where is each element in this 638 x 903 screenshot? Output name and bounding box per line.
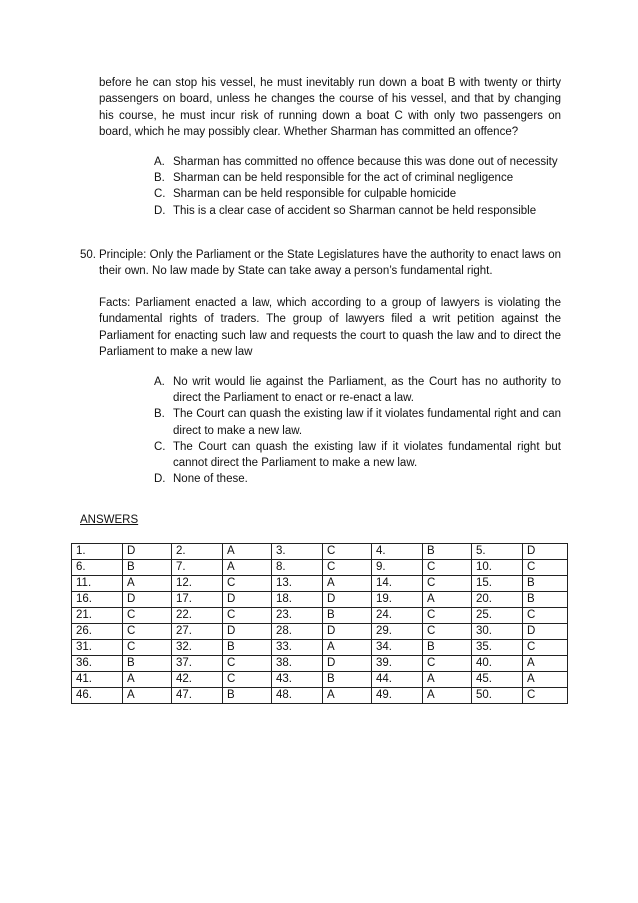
- option-b: [154, 170, 561, 186]
- answer-cell: C: [123, 624, 172, 640]
- question-number-cell: 13.: [272, 576, 323, 592]
- answer-cell: B: [323, 608, 372, 624]
- question-49-continuation: before he can stop his vessel, he must inevitably run down a boat B with twenty or thirty passengers on board, unless he changes the course of his vessel, and that by changing his course, he must incur risk of running down a boat C with only two passengers on board, which he may possibly clear. Whether Sharman has committed an offence?: [99, 77, 561, 138]
- option-text: Sharman can be held responsible for the act of criminal negligence: [173, 172, 514, 185]
- question-number-cell: 22.: [172, 608, 223, 624]
- question-number-cell: 46.: [72, 688, 123, 704]
- question-number-cell: 25.: [472, 608, 523, 624]
- option-text: Sharman can be held responsible for culpable homicide: [173, 188, 457, 201]
- answer-cell: A: [123, 672, 172, 688]
- answer-cell: D: [523, 624, 568, 640]
- option-letter: C.: [154, 188, 166, 201]
- question-number-cell: 27.: [172, 624, 223, 640]
- answer-cell: B: [123, 656, 172, 672]
- question-number-cell: 17.: [172, 592, 223, 608]
- question-number-cell: 12.: [172, 576, 223, 592]
- answer-cell: A: [523, 656, 568, 672]
- question-number-cell: 44.: [372, 672, 423, 688]
- answer-cell: C: [423, 656, 472, 672]
- question-number-cell: 38.: [272, 656, 323, 672]
- question-number-cell: 32.: [172, 640, 223, 656]
- question-number-cell: 23.: [272, 608, 323, 624]
- answer-cell: C: [523, 688, 568, 704]
- answer-cell: C: [123, 608, 172, 624]
- question-number-cell: 1.: [72, 544, 123, 560]
- answer-cell: A: [223, 544, 272, 560]
- answer-cell: C: [223, 608, 272, 624]
- answer-cell: A: [123, 576, 172, 592]
- answer-cell: C: [423, 608, 472, 624]
- option-letter: D.: [154, 473, 166, 486]
- answer-cell: A: [423, 672, 472, 688]
- answer-cell: B: [123, 560, 172, 576]
- option-c: [154, 439, 561, 471]
- answer-cell: C: [523, 640, 568, 656]
- option-text: Sharman has committed no offence because this was done out of necessity: [173, 156, 558, 168]
- answer-cell: D: [323, 624, 372, 640]
- question-number-cell: 28.: [272, 624, 323, 640]
- question-number-cell: 2.: [172, 544, 223, 560]
- table-row: [72, 672, 568, 688]
- table-row: [72, 688, 568, 704]
- question-number-cell: 19.: [372, 592, 423, 608]
- question-number-cell: 7.: [172, 560, 223, 576]
- answers-table: [71, 543, 568, 704]
- question-number-cell: 47.: [172, 688, 223, 704]
- answer-cell: A: [123, 688, 172, 704]
- answer-cell: B: [423, 544, 472, 560]
- question-number-cell: 3.: [272, 544, 323, 560]
- table-row: [72, 544, 568, 560]
- answer-cell: A: [323, 688, 372, 704]
- option-a: [154, 374, 561, 406]
- answer-cell: A: [423, 688, 472, 704]
- option-d: [154, 471, 561, 487]
- question-number-cell: 34.: [372, 640, 423, 656]
- answer-cell: C: [423, 624, 472, 640]
- answer-cell: C: [523, 560, 568, 576]
- answer-cell: D: [323, 656, 372, 672]
- question-number-cell: 42.: [172, 672, 223, 688]
- option-text: The Court can quash the existing law if it violates fundamental right but cannot direct the Parliament to make a new law.: [173, 440, 561, 470]
- option-letter: C.: [154, 440, 166, 453]
- question-number-cell: 29.: [372, 624, 423, 640]
- answer-cell: B: [223, 688, 272, 704]
- option-letter: A.: [154, 376, 165, 388]
- question-number-cell: 21.: [72, 608, 123, 624]
- table-row: [72, 592, 568, 608]
- question-number-cell: 41.: [72, 672, 123, 688]
- question-number-cell: 49.: [372, 688, 423, 704]
- question-number-cell: 16.: [72, 592, 123, 608]
- question-number-cell: 9.: [372, 560, 423, 576]
- answer-cell: B: [423, 640, 472, 656]
- answer-cell: A: [323, 576, 372, 592]
- answer-cell: C: [523, 608, 568, 624]
- question-number-cell: 31.: [72, 640, 123, 656]
- option-b: [154, 406, 561, 438]
- question-number-cell: 35.: [472, 640, 523, 656]
- question-number-cell: 11.: [72, 576, 123, 592]
- answers-heading: ANSWERS: [80, 514, 139, 526]
- option-text: This is a clear case of accident so Sharman cannot be held responsible: [173, 204, 537, 217]
- table-row: [72, 640, 568, 656]
- answer-cell: C: [223, 656, 272, 672]
- option-letter: A.: [154, 156, 165, 168]
- question-50-options: [154, 374, 561, 487]
- answer-cell: A: [323, 640, 372, 656]
- question-number-cell: 6.: [72, 560, 123, 576]
- answer-cell: D: [223, 592, 272, 608]
- answer-cell: D: [323, 592, 372, 608]
- option-letter: B.: [154, 408, 165, 421]
- question-number-cell: 36.: [72, 656, 123, 672]
- option-text: The Court can quash the existing law if it violates fundamental right and can direct to make a new law.: [173, 408, 561, 437]
- table-row: [72, 608, 568, 624]
- option-letter: B.: [154, 172, 165, 185]
- answer-cell: D: [123, 592, 172, 608]
- answer-cell: D: [223, 624, 272, 640]
- question-number-cell: 39.: [372, 656, 423, 672]
- option-a: [154, 154, 561, 170]
- answer-cell: C: [323, 560, 372, 576]
- option-letter: D.: [154, 204, 166, 217]
- answer-cell: A: [223, 560, 272, 576]
- question-number-cell: 10.: [472, 560, 523, 576]
- option-text: None of these.: [173, 473, 248, 486]
- question-number-cell: 33.: [272, 640, 323, 656]
- answer-cell: B: [523, 592, 568, 608]
- principle-text: Principle: Only the Parliament or the State Legislatures have the authority to enact laws on their own. No law made by State can take away a person’s fundamental right.: [99, 249, 561, 278]
- option-d: [154, 203, 561, 219]
- table-row: [72, 576, 568, 592]
- question-number-cell: 45.: [472, 672, 523, 688]
- answer-cell: A: [523, 672, 568, 688]
- option-text: No writ would lie against the Parliament, as the Court has no authority to direct the Parliament to enact or re-enact a law.: [173, 376, 561, 405]
- table-row: [72, 656, 568, 672]
- answer-cell: D: [123, 544, 172, 560]
- question-number-cell: 43.: [272, 672, 323, 688]
- answer-cell: B: [223, 640, 272, 656]
- question-number-cell: 24.: [372, 608, 423, 624]
- answer-cell: C: [123, 640, 172, 656]
- answer-cell: C: [423, 560, 472, 576]
- table-row: [72, 560, 568, 576]
- question-number-cell: 18.: [272, 592, 323, 608]
- question-number-cell: 20.: [472, 592, 523, 608]
- question-50-facts: Facts: Parliament enacted a law, which according to a group of lawyers is violating the fundamental rights of traders. The group of lawyers filed a writ petition against the Parliament for enacting such law and requests the court to quash the law and to direct the Parliament to make a new law: [99, 297, 561, 358]
- question-number-cell: 14.: [372, 576, 423, 592]
- answer-cell: C: [223, 672, 272, 688]
- question-number-cell: 37.: [172, 656, 223, 672]
- answer-cell: C: [423, 576, 472, 592]
- question-number-cell: 15.: [472, 576, 523, 592]
- question-number: 50.: [80, 249, 96, 261]
- question-number-cell: 40.: [472, 656, 523, 672]
- answers-table-body: [72, 544, 568, 704]
- answer-cell: C: [223, 576, 272, 592]
- question-number-cell: 30.: [472, 624, 523, 640]
- question-number-cell: 4.: [372, 544, 423, 560]
- question-number-cell: 50.: [472, 688, 523, 704]
- answer-cell: A: [423, 592, 472, 608]
- answer-cell: D: [523, 544, 568, 560]
- question-number-cell: 26.: [72, 624, 123, 640]
- question-number-cell: 48.: [272, 688, 323, 704]
- option-c: [154, 186, 561, 202]
- question-49-options: [154, 154, 561, 219]
- table-row: [72, 624, 568, 640]
- answer-cell: B: [523, 576, 568, 592]
- question-number-cell: 5.: [472, 544, 523, 560]
- answer-cell: B: [323, 672, 372, 688]
- question-number-cell: 8.: [272, 560, 323, 576]
- answer-cell: C: [323, 544, 372, 560]
